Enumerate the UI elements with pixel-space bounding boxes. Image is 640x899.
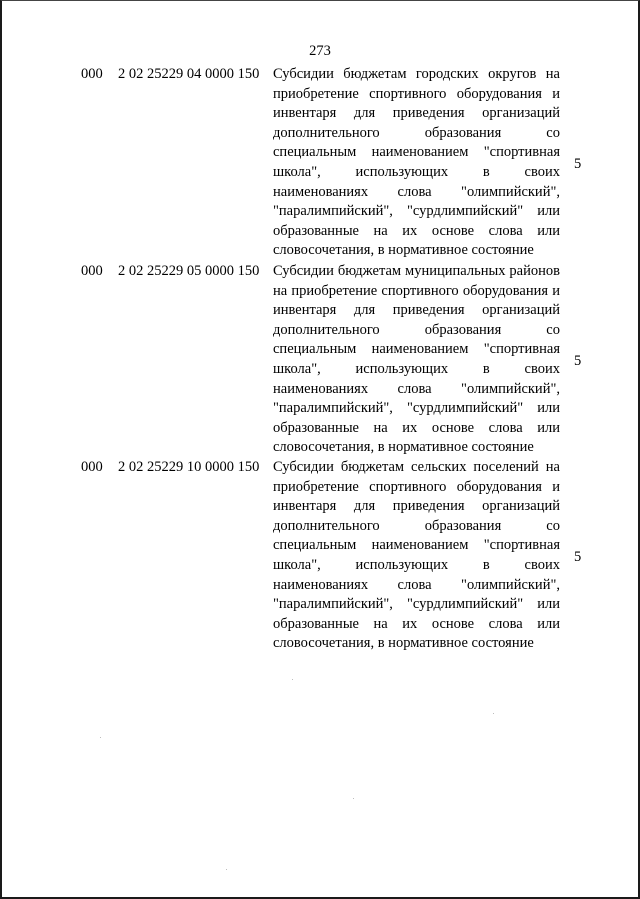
scan-speck: [226, 869, 227, 870]
budget-classification-code: 2 02 25229 05 0000 150: [118, 263, 260, 279]
amount-value: 5: [574, 156, 582, 172]
amount-value: 5: [574, 353, 582, 369]
scan-speck: [292, 679, 293, 680]
income-description: Субсидии бюджетам сельских поселений на приобретение спортивного оборудования и инвентаря для приведения организаций дополнительного образования со специальным наименованием "спортивная школа", использующих в своих наименованиях слова "олимпийский", "паралимпийский", "сурдлимпийский" или образованные на их основе слова или словосочетания, в нормативное состояние: [273, 459, 560, 652]
income-description: Субсидии бюджетам городских округов на приобретение спортивного оборудования и инвентаря для приведения организаций дополнительного образования со специальным наименованием "спортивная школа", использующих в своих наименованиях слова "олимпийский", "паралимпийский", "сурдлимпийский" или образованные на их основе слова или словосочетания, в нормативное состояние: [273, 66, 560, 259]
budget-classification-code: 2 02 25229 04 0000 150: [118, 66, 260, 82]
budget-classification-code: 2 02 25229 10 0000 150: [118, 459, 260, 475]
amount-value: 5: [574, 549, 582, 565]
scan-speck: [353, 798, 354, 799]
admin-code: 000: [81, 66, 103, 82]
admin-code: 000: [81, 263, 103, 279]
page-number: 273: [309, 43, 331, 59]
scan-speck: [100, 737, 101, 738]
scan-speck: [493, 713, 494, 714]
admin-code: 000: [81, 459, 103, 475]
income-description: Субсидии бюджетам муниципальных районов на приобретение спортивного оборудования и инвентаря для приведения организаций дополнительного образования со специальным наименованием "спортивная школа", использующих в своих наименованиях слова "олимпийский", "паралимпийский", "сурдлимпийский" или образованные на их основе слова или словосочетания, в нормативное состояние: [273, 263, 560, 456]
